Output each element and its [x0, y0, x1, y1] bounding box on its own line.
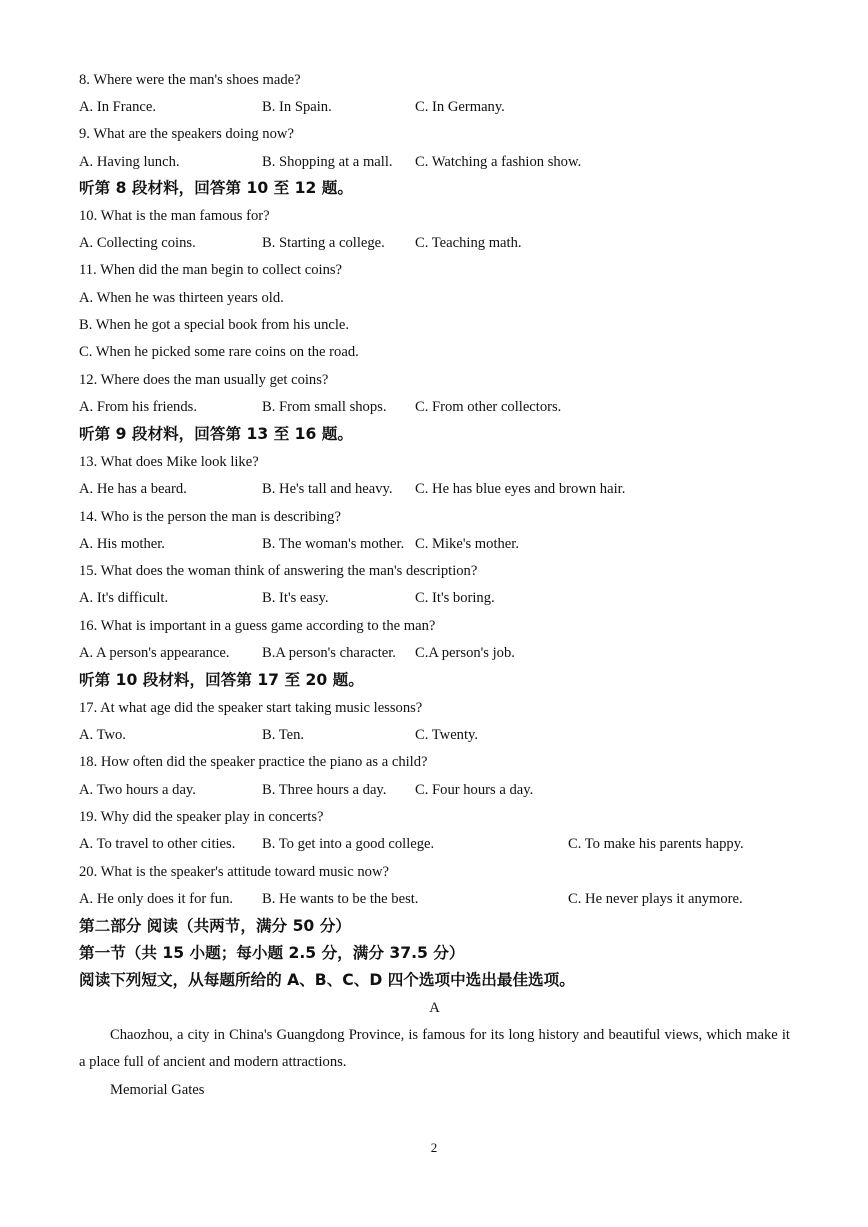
question-11: 11. When did the man begin to collect coins?	[79, 262, 343, 278]
option-c: C. To make his parents happy.	[568, 836, 744, 852]
option-b: B. In Spain.	[262, 99, 332, 115]
option-c: C. Teaching math.	[415, 235, 522, 251]
section-heading-9: 听第 9 段材料，回答第 13 至 16 题。	[79, 425, 353, 443]
option-a: A. He only does it for fun.	[79, 891, 234, 907]
option-b: B. Three hours a day.	[262, 782, 387, 798]
option-a: A. When he was thirteen years old.	[79, 290, 284, 306]
option-b: B. He wants to be the best.	[262, 891, 419, 907]
option-c: C. From other collectors.	[415, 399, 562, 415]
question-20: 20. What is the speaker's attitude toward music now?	[79, 864, 389, 880]
section-heading-8: 听第 8 段材料，回答第 10 至 12 题。	[79, 179, 353, 197]
option-a: A. Having lunch.	[79, 154, 180, 170]
question-10: 10. What is the man famous for?	[79, 208, 270, 224]
reading-instruction: 阅读下列短文，从每题所给的 A、B、C、D 四个选项中选出最佳选项。	[79, 971, 575, 989]
option-a: A. He has a beard.	[79, 481, 187, 497]
option-a: A. A person's appearance.	[79, 645, 230, 661]
option-b: B. Ten.	[262, 727, 305, 743]
page-number: 2	[430, 1140, 438, 1155]
option-c: C. He never plays it anymore.	[568, 891, 743, 907]
question-17: 17. At what age did the speaker start taking music lessons?	[79, 700, 423, 716]
option-c: C. Mike's mother.	[415, 536, 519, 552]
option-a: A. It's difficult.	[79, 590, 169, 606]
option-a: A. Collecting coins.	[79, 235, 196, 251]
option-b: B. The woman's mother.	[262, 536, 405, 552]
option-c: C. In Germany.	[415, 99, 505, 115]
option-a: A. To travel to other cities.	[79, 836, 236, 852]
question-18: 18. How often did the speaker practice the piano as a child?	[79, 754, 428, 770]
question-15: 15. What does the woman think of answering the man's description?	[79, 563, 478, 579]
option-a: A. His mother.	[79, 536, 165, 552]
part-two-heading: 第二部分 阅读（共两节，满分 50 分）	[79, 917, 351, 935]
section-heading-10: 听第 10 段材料，回答第 17 至 20 题。	[79, 671, 364, 689]
option-a: A. In France.	[79, 99, 156, 115]
option-c: C. He has blue eyes and brown hair.	[415, 481, 626, 497]
question-16: 16. What is important in a guess game according to the man?	[79, 618, 436, 634]
option-a: A. Two.	[79, 727, 126, 743]
option-c: C. Four hours a day.	[415, 782, 534, 798]
question-9: 9. What are the speakers doing now?	[79, 126, 294, 142]
option-b: B. To get into a good college.	[262, 836, 435, 852]
question-19: 19. Why did the speaker play in concerts?	[79, 809, 324, 825]
option-c: C. Twenty.	[415, 727, 479, 743]
option-c: C.A person's job.	[415, 645, 515, 661]
passage-label: A	[429, 1000, 440, 1016]
question-13: 13. What does Mike look like?	[79, 454, 259, 470]
option-c: C. Watching a fashion show.	[415, 154, 582, 170]
option-c: C. It's boring.	[415, 590, 495, 606]
passage-subheading: Memorial Gates	[110, 1082, 205, 1098]
option-c: C. When he picked some rare coins on the road.	[79, 344, 359, 360]
option-b: B. When he got a special book from his uncle.	[79, 317, 350, 333]
section-one-heading: 第一节（共 15 小题；每小题 2.5 分，满分 37.5 分）	[79, 944, 465, 962]
question-14: 14. Who is the person the man is describing?	[79, 509, 341, 525]
option-b: B. Starting a college.	[262, 235, 385, 251]
option-b: B. He's tall and heavy.	[262, 481, 393, 497]
question-8: 8. Where were the man's shoes made?	[79, 72, 301, 88]
option-b: B. Shopping at a mall.	[262, 154, 393, 170]
question-12: 12. Where does the man usually get coins?	[79, 372, 329, 388]
option-b: B.A person's character.	[262, 645, 396, 661]
passage-intro: Chaozhou, a city in China's Guangdong Province, is famous for its long history and beautiful views, which make it a place full of ancient and modern attractions.	[79, 1027, 790, 1070]
option-b: B. It's easy.	[262, 590, 329, 606]
option-b: B. From small shops.	[262, 399, 387, 415]
option-a: A. From his friends.	[79, 399, 197, 415]
option-a: A. Two hours a day.	[79, 782, 196, 798]
